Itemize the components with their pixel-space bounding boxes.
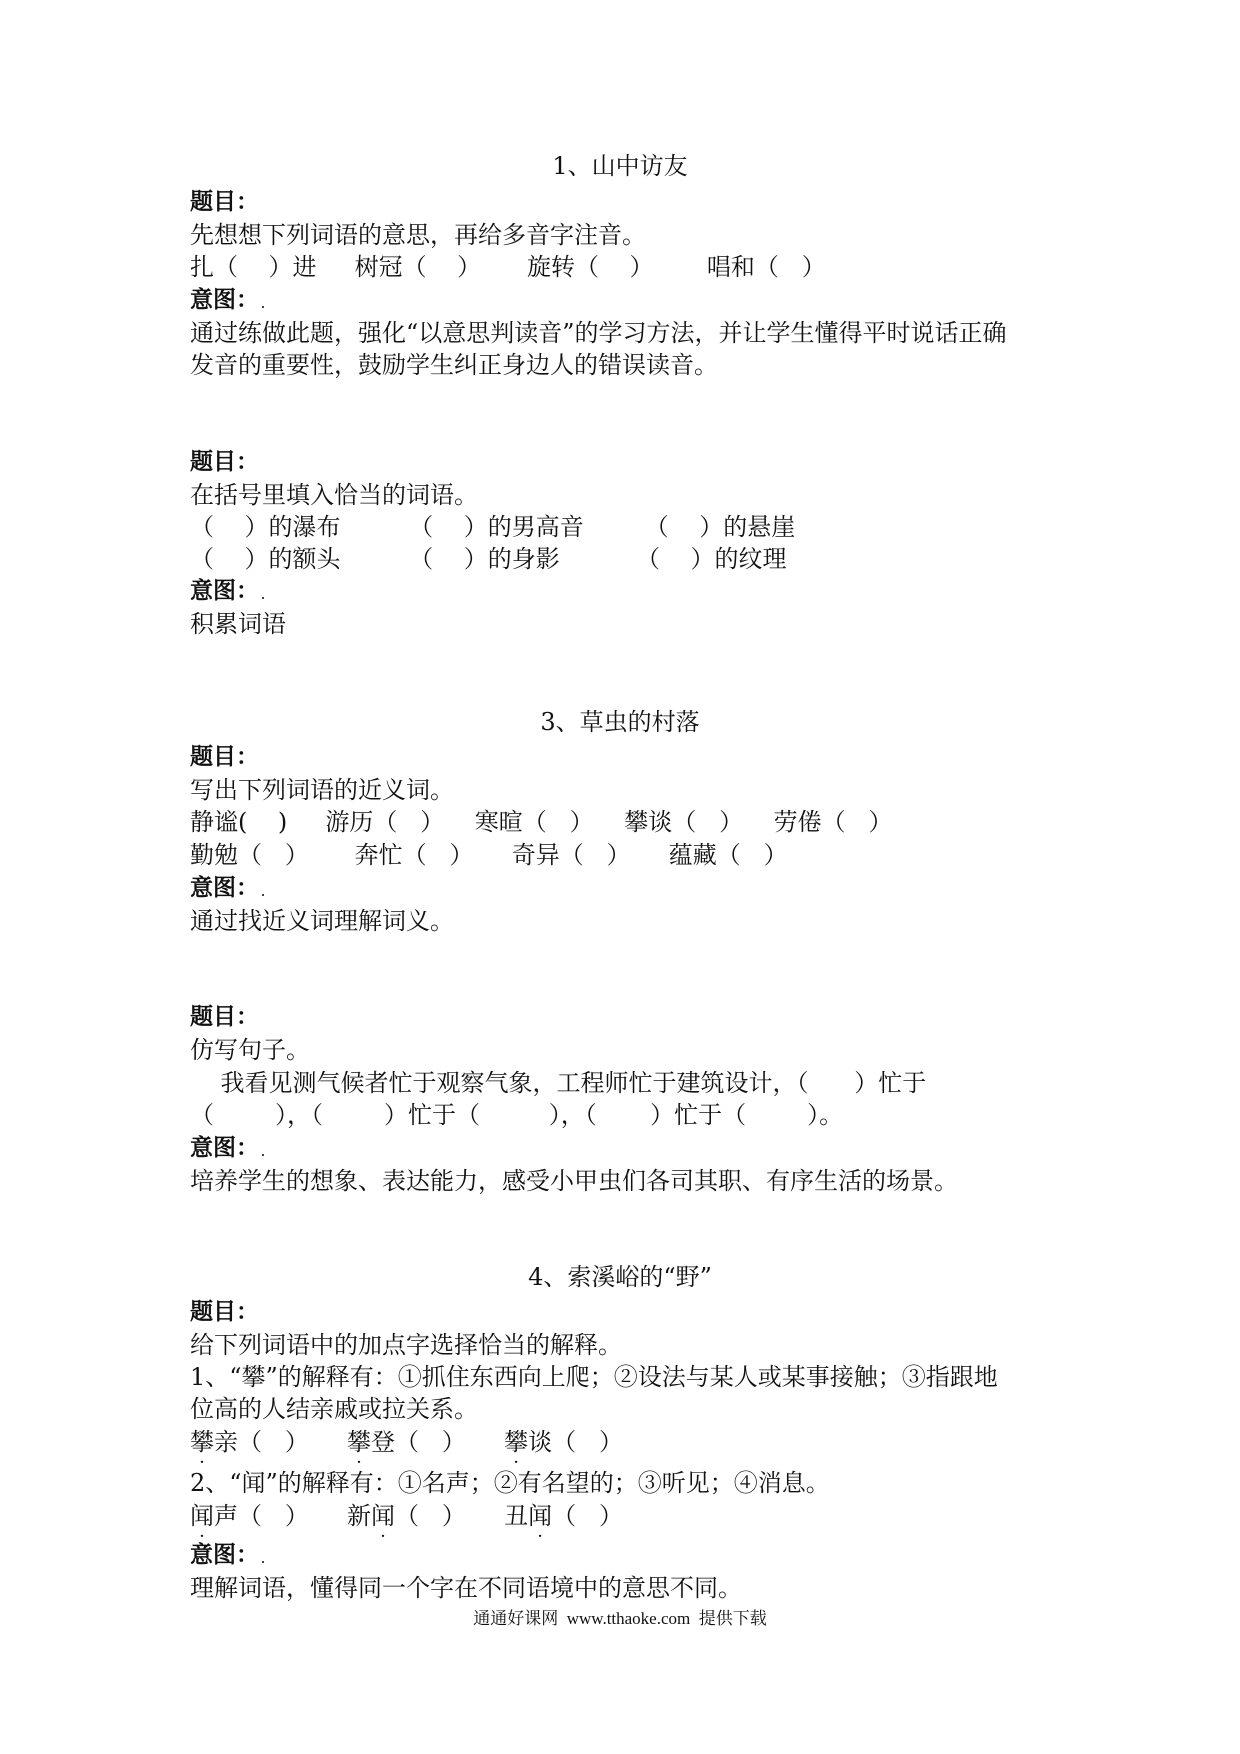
q3-topic-label: 题目： — [190, 744, 259, 770]
q2-intent-label: 意图： — [190, 578, 259, 604]
scan-mark — [262, 894, 264, 896]
dotted-char: 闻 — [371, 1502, 396, 1530]
q5-part-1-line-1: 1、“攀”的解释有：①抓住东西向上爬；②设法与某人或某事接触；③指跟地 — [190, 1363, 998, 1391]
word-rest: 谈（ ） — [528, 1428, 623, 1456]
word-rest: 登（ ） — [371, 1428, 466, 1456]
q5-part-2-words — [190, 1500, 623, 1532]
q4-line-1: 我看见测气候者忙于观察气象，工程师忙于建筑设计，（ ）忙于 — [190, 1069, 927, 1097]
footer-credit: 通通好课网 www.tthaoke.com 提供下载 — [473, 1609, 767, 1628]
word-rest: 亲（ ） — [214, 1428, 309, 1456]
q5-instruction: 给下列词语中的加点字选择恰当的解释。 — [190, 1331, 622, 1359]
q5-intent-label: 意图： — [190, 1542, 259, 1568]
q5-topic-label: 题目： — [190, 1299, 259, 1325]
q3-row-2: 勤勉（ ） 奔忙（ ） 奇异（ ） 蕴藏（ ） — [190, 841, 788, 869]
q5-intent: 理解词语，懂得同一个字在不同语境中的意思不同。 — [190, 1574, 742, 1602]
q1-topic-label: 题目： — [190, 189, 259, 215]
q2-topic-label: 题目： — [190, 449, 259, 475]
word-rest: 丑 — [504, 1502, 529, 1530]
word-rest: （ ） — [395, 1502, 466, 1530]
dotted-char: 攀 — [347, 1428, 372, 1456]
q5-part-2-line: 2、“闻”的解释有：①名声；②有名望的；③听见；④消息。 — [190, 1469, 830, 1497]
q2-intent: 积累词语 — [190, 610, 286, 638]
q1-items: 扎（ ）进 树冠（ ） 旋转（ ） 唱和（ ） — [190, 253, 826, 281]
lesson-1-title: 1、山中访友 — [552, 152, 688, 180]
lesson-3-title: 3、草虫的村落 — [540, 708, 700, 736]
q4-intent-label: 意图： — [190, 1135, 259, 1161]
q4-intent: 培养学生的想象、表达能力，感受小甲虫们各司其职、有序生活的场景。 — [190, 1167, 958, 1195]
scan-mark — [262, 1154, 264, 1156]
scan-mark — [262, 306, 264, 308]
dotted-char: 闻 — [528, 1502, 553, 1530]
dotted-char: 攀 — [190, 1428, 214, 1456]
q2-row-1: （ ）的瀑布 （ ）的男高音 （ ）的悬崖 — [190, 513, 796, 541]
dotted-char: 攀 — [504, 1428, 529, 1456]
q2-instruction: 在括号里填入恰当的词语。 — [190, 481, 478, 509]
q1-intent-label: 意图： — [190, 287, 259, 313]
dotted-char: 闻 — [190, 1502, 214, 1530]
q3-row-1: 静谧( ) 游历（ ） 寒暄（ ） 攀谈（ ） 劳倦（ ） — [190, 808, 893, 836]
q4-topic-label: 题目： — [190, 1004, 259, 1030]
q3-intent-label: 意图： — [190, 875, 259, 901]
q4-instruction: 仿写句子。 — [190, 1036, 310, 1064]
q1-instruction: 先想想下列词语的意思，再给多音字注音。 — [190, 221, 646, 249]
q4-line-2: （ ），（ ）忙于（ ），（ ）忙于（ ）。 — [190, 1101, 844, 1129]
q3-intent: 通过找近义词理解词义。 — [190, 907, 454, 935]
lesson-4-title: 4、索溪峪的“野” — [528, 1263, 712, 1291]
word-rest: 声（ ） — [214, 1502, 309, 1530]
scan-mark — [262, 1561, 264, 1563]
q5-part-1-line-2: 位高的人结亲戚或拉关系。 — [190, 1395, 478, 1423]
scan-mark — [262, 597, 264, 599]
q1-intent-line-1: 通过练做此题，强化“以意思判读音”的学习方法，并让学生懂得平时说话正确 — [190, 319, 1007, 347]
q2-row-2: （ ）的额头 （ ）的身影 （ ）的纹理 — [190, 545, 787, 573]
q3-instruction: 写出下列词语的近义词。 — [190, 776, 454, 804]
word-rest: 新 — [347, 1502, 372, 1530]
q5-part-1-words — [190, 1426, 623, 1458]
word-rest: （ ） — [552, 1502, 623, 1530]
q1-intent-line-2: 发音的重要性，鼓励学生纠正身边人的错误读音。 — [190, 351, 718, 379]
